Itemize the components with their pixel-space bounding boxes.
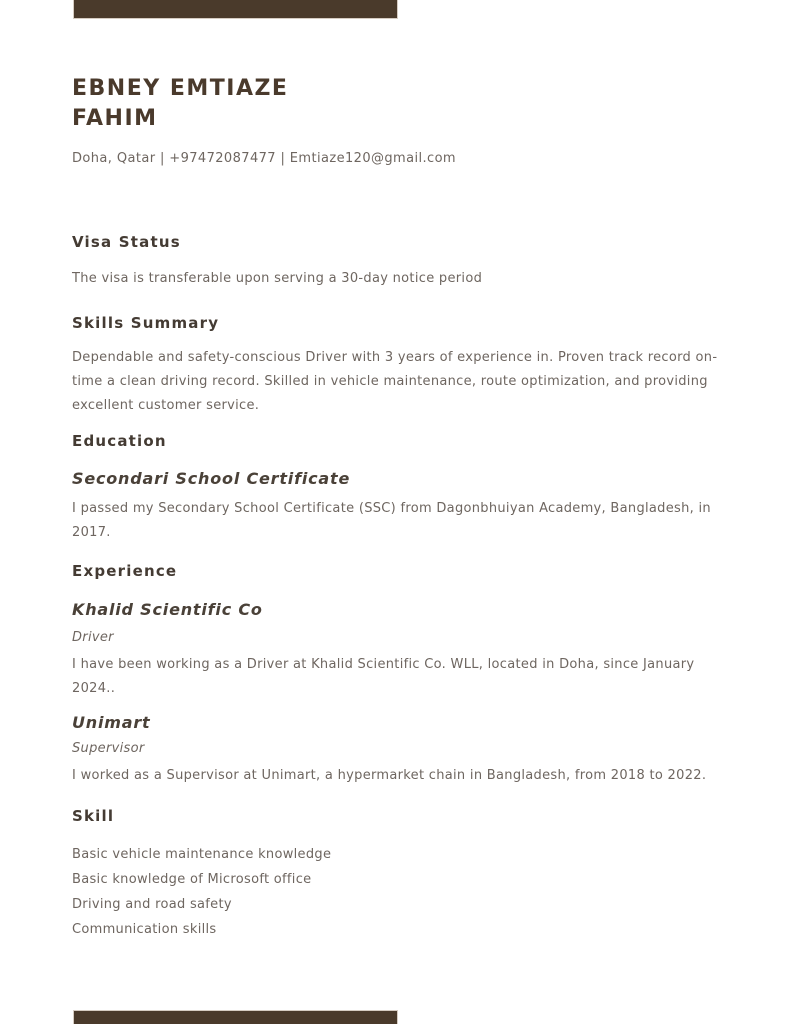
job-description: I worked as a Supervisor at Unimart, a hypermarket chain in Bangladesh, from 2018 to 2022. [72, 768, 707, 783]
resume-page [72, 0, 718, 942]
section-title-experience: Experience [72, 562, 178, 580]
section-education [72, 431, 718, 545]
section-title-skills-summary: Skills Summary [72, 314, 220, 332]
section-title-skill: Skill [72, 807, 115, 825]
section-title-visa-status: Visa Status [72, 233, 181, 251]
skill-item: Communication skills [72, 922, 217, 937]
education-body: I passed my Secondary School Certificate (SSC) from Dagonbhuiyan Academy, Bangladesh, in 2017. [72, 501, 711, 540]
visa-status-body: The visa is transferable upon serving a 30-day notice period [72, 271, 483, 286]
section-skills-summary [72, 313, 718, 418]
skill-item: Driving and road safety [72, 897, 232, 912]
job-role: Supervisor [72, 741, 145, 756]
section-skill [72, 806, 718, 942]
section-experience [72, 561, 718, 788]
job-company: Unimart [72, 713, 151, 732]
job-entry [72, 712, 718, 788]
candidate-name-line2: FAHIM [72, 106, 158, 131]
section-visa-status [72, 232, 718, 291]
skill-list [72, 842, 718, 942]
skill-item: Basic vehicle maintenance knowledge [72, 847, 332, 862]
job-role: Driver [72, 630, 114, 645]
contact-line: Doha, Qatar | +97472087477 | Emtiaze120@gmail.com [72, 151, 456, 166]
skills-summary-body: Dependable and safety-conscious Driver with 3 years of experience in. Proven track record on-time a clean driving record. Skilled in vehicle maintenance, route optimization, and providing excellent customer service. [72, 350, 718, 413]
bottom-accent-bar [73, 1010, 398, 1024]
section-title-education: Education [72, 432, 167, 450]
skill-item: Basic knowledge of Microsoft office [72, 872, 312, 887]
job-company: Khalid Scientific Co [72, 600, 263, 619]
job-entry [72, 599, 718, 701]
candidate-name-line1: EBNEY EMTIAZE [72, 76, 289, 101]
job-description: I have been working as a Driver at Khalid Scientific Co. WLL, located in Doha, since January 2024.. [72, 657, 695, 696]
candidate-name [72, 74, 718, 134]
education-degree: Secondari School Certificate [72, 469, 351, 488]
